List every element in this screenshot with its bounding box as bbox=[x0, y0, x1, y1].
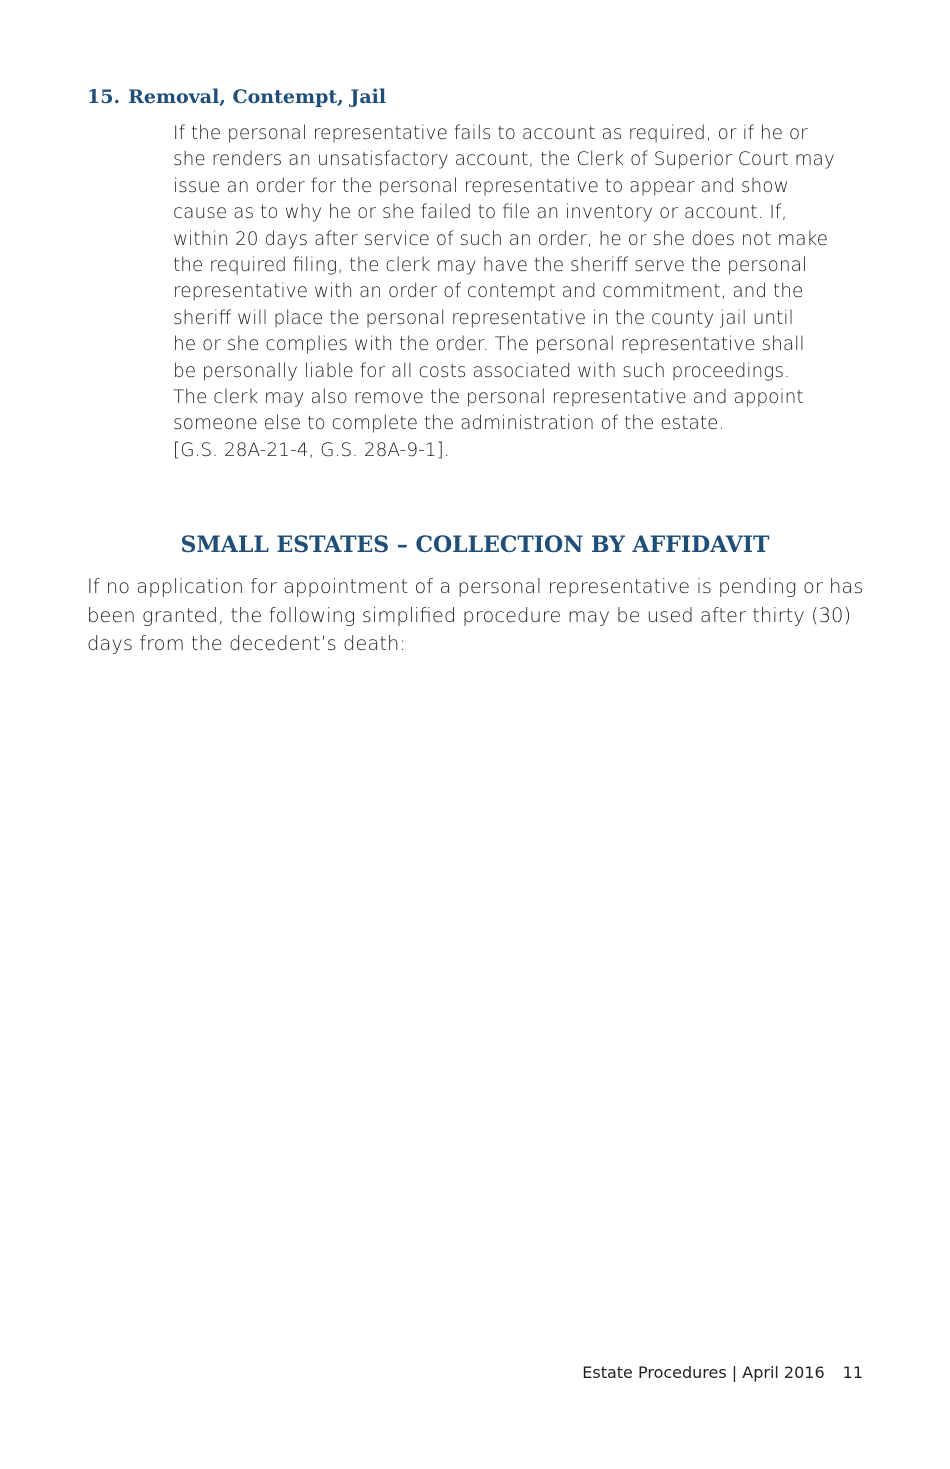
paragraph-line: sheriff will place the personal representative in the county jail until bbox=[173, 307, 794, 329]
paragraph-line: days from the decedent’s death: bbox=[87, 632, 406, 655]
paragraph-line: been granted, the following simplified procedure may be used after thirty (30) bbox=[87, 603, 852, 627]
paragraph-line: she renders an unsatisfactory account, the Clerk of Superior Court may bbox=[173, 149, 835, 171]
paragraph-line: issue an order for the personal representative to appear and show bbox=[173, 175, 789, 197]
footer-text: Estate Procedures | April 2016 bbox=[582, 1363, 825, 1382]
paragraph-line: someone else to complete the administration of the estate. bbox=[173, 413, 725, 435]
paragraph-line: cause as to why he or she failed to file an inventory or account. If, bbox=[173, 202, 788, 224]
paragraph-line: within 20 days after service of such an order, he or she does not make bbox=[173, 228, 828, 250]
paragraph-line: be personally liable for all costs associated with such proceedings. bbox=[173, 360, 790, 382]
paragraph-line: If no application for appointment of a personal representative is pending or has bbox=[87, 575, 864, 598]
paragraph-line: he or she complies with the order. The personal representative shall bbox=[173, 334, 805, 356]
small-estates-heading: SMALL ESTATES – COLLECTION BY AFFIDAVIT bbox=[180, 532, 770, 558]
section-number: 15. bbox=[87, 86, 121, 108]
paragraph-line: The clerk may also remove the personal representative and appoint bbox=[173, 387, 804, 409]
section-body-paragraph bbox=[173, 121, 873, 464]
paragraph-line: the required filing, the clerk may have the sheriff serve the personal bbox=[173, 255, 808, 277]
citation-line: [G.S. 28A-21-4, G.S. 28A-9-1]. bbox=[173, 439, 450, 461]
section-title: Removal, Contempt, Jail bbox=[128, 86, 387, 108]
paragraph-line: If the personal representative fails to account as required, or if he or bbox=[173, 123, 808, 144]
page-number: 11 bbox=[842, 1363, 863, 1382]
section-heading bbox=[87, 84, 386, 110]
small-estates-intro-paragraph bbox=[87, 573, 877, 659]
page-footer bbox=[582, 1362, 863, 1384]
paragraph-line: representative with an order of contempt and commitment, and the bbox=[173, 281, 804, 303]
